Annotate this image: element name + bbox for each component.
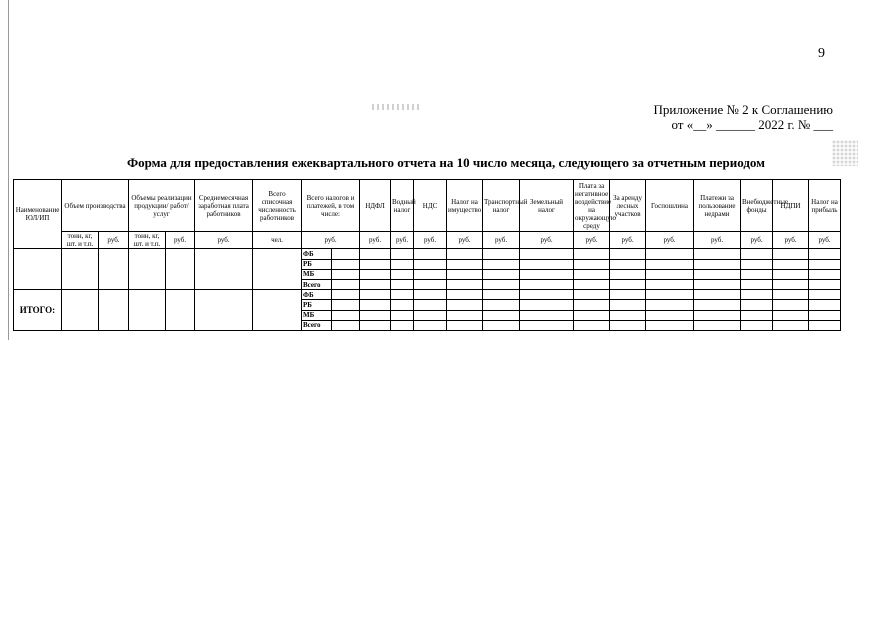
data-cell <box>332 300 360 310</box>
data-cell <box>129 249 166 290</box>
data-cell <box>414 279 447 289</box>
data-cell <box>483 249 520 259</box>
data-cell <box>773 279 809 289</box>
data-cell <box>391 290 414 300</box>
data-cell <box>360 279 391 289</box>
data-cell <box>332 259 360 269</box>
data-cell <box>360 249 391 259</box>
data-cell <box>741 300 773 310</box>
data-cell <box>447 259 483 269</box>
data-cell <box>332 310 360 320</box>
header-cell: Внебюджетные фонды <box>741 180 773 232</box>
data-cell <box>414 249 447 259</box>
data-cell <box>520 249 574 259</box>
level-label: МБ <box>302 269 332 279</box>
data-cell <box>773 300 809 310</box>
data-cell <box>520 290 574 300</box>
header-cell: Наименование ЮЛ/ИП <box>14 180 62 249</box>
data-cell <box>447 249 483 259</box>
scan-artifact <box>372 104 420 110</box>
header-cell: НДС <box>414 180 447 232</box>
data-cell <box>391 269 414 279</box>
data-cell <box>520 279 574 289</box>
data-cell <box>574 300 610 310</box>
data-cell <box>360 290 391 300</box>
data-cell <box>332 249 360 259</box>
data-cell <box>646 290 694 300</box>
header-cell: За аренду лесных участков <box>610 180 646 232</box>
header-cell: Госпошлина <box>646 180 694 232</box>
unit-cell: руб. <box>166 232 195 249</box>
data-cell <box>741 320 773 330</box>
data-cell <box>62 290 99 331</box>
page-number: 9 <box>818 46 825 61</box>
data-cell <box>610 290 646 300</box>
table-row <box>14 290 841 300</box>
unit-cell: чел. <box>253 232 302 249</box>
data-cell <box>391 310 414 320</box>
data-cell <box>391 300 414 310</box>
data-cell <box>99 249 129 290</box>
header-cell: Среднемесячная заработная плата работников <box>195 180 253 232</box>
data-cell <box>414 320 447 330</box>
data-cell <box>447 300 483 310</box>
data-cell <box>646 320 694 330</box>
header-cell: Объемы реализации продукции/ работ/ услуг <box>129 180 195 232</box>
data-cell <box>741 259 773 269</box>
data-cell <box>414 310 447 320</box>
header-cell: Всего налогов и платежей, в том числе: <box>302 180 360 232</box>
unit-cell: руб. <box>360 232 391 249</box>
header-cell: Объем производства <box>62 180 129 232</box>
data-cell <box>520 269 574 279</box>
unit-cell: руб. <box>447 232 483 249</box>
data-cell <box>483 300 520 310</box>
data-cell <box>391 320 414 330</box>
data-cell <box>447 310 483 320</box>
data-cell <box>741 269 773 279</box>
data-cell <box>773 320 809 330</box>
data-cell <box>166 290 195 331</box>
data-cell <box>360 320 391 330</box>
header-cell: Всего списочная численность работников <box>253 180 302 232</box>
data-cell <box>447 320 483 330</box>
report-form-table <box>13 179 841 331</box>
data-cell <box>574 310 610 320</box>
data-cell <box>809 300 841 310</box>
data-cell <box>574 279 610 289</box>
header-cell: Плата за негативное воздействие на окружающую среду <box>574 180 610 232</box>
unit-cell: руб. <box>99 232 129 249</box>
data-cell <box>646 300 694 310</box>
data-cell <box>483 269 520 279</box>
level-label: ФБ <box>302 290 332 300</box>
data-cell <box>574 249 610 259</box>
data-cell <box>520 320 574 330</box>
data-cell <box>773 259 809 269</box>
data-cell <box>483 320 520 330</box>
data-cell <box>809 249 841 259</box>
unit-cell: руб. <box>741 232 773 249</box>
unit-cell: руб. <box>646 232 694 249</box>
data-cell <box>809 269 841 279</box>
data-cell <box>809 259 841 269</box>
unit-cell: тонн, кг, шт. и т.п. <box>62 232 99 249</box>
data-cell <box>809 320 841 330</box>
total-label: ИТОГО: <box>14 290 62 331</box>
data-cell <box>694 279 741 289</box>
unit-cell: руб. <box>610 232 646 249</box>
data-cell <box>646 259 694 269</box>
data-cell <box>694 259 741 269</box>
data-cell <box>447 290 483 300</box>
data-cell <box>646 249 694 259</box>
data-cell <box>610 269 646 279</box>
data-cell <box>447 279 483 289</box>
data-cell <box>62 249 99 290</box>
data-cell <box>694 290 741 300</box>
data-cell <box>610 259 646 269</box>
level-label: РБ <box>302 259 332 269</box>
level-label: ФБ <box>302 249 332 259</box>
data-cell <box>741 290 773 300</box>
unit-cell: руб. <box>773 232 809 249</box>
level-label: Всего <box>302 279 332 289</box>
data-cell <box>391 249 414 259</box>
data-cell <box>809 290 841 300</box>
data-cell <box>646 310 694 320</box>
data-cell <box>391 279 414 289</box>
data-cell <box>332 279 360 289</box>
data-cell <box>332 269 360 279</box>
data-cell <box>809 279 841 289</box>
data-cell <box>253 290 302 331</box>
level-label: Всего <box>302 320 332 330</box>
unit-cell: руб. <box>391 232 414 249</box>
data-cell <box>414 259 447 269</box>
header-cell: Земельный налог <box>520 180 574 232</box>
data-cell <box>741 279 773 289</box>
appendix-block <box>620 102 833 132</box>
data-cell <box>253 249 302 290</box>
data-cell <box>574 269 610 279</box>
data-cell <box>646 279 694 289</box>
data-cell <box>694 300 741 310</box>
data-cell <box>773 249 809 259</box>
data-cell <box>360 269 391 279</box>
data-cell <box>694 249 741 259</box>
unit-cell: тонн, кг, шт. и т.п. <box>129 232 166 249</box>
header-cell: Транспортный налог <box>483 180 520 232</box>
data-cell <box>574 320 610 330</box>
header-cell: НДПИ <box>773 180 809 232</box>
appendix-line-2: от «__» ______ 2022 г. № ___ <box>671 117 833 132</box>
data-cell <box>741 310 773 320</box>
data-cell <box>332 290 360 300</box>
unit-cell: руб. <box>574 232 610 249</box>
level-label: РБ <box>302 300 332 310</box>
data-cell <box>483 259 520 269</box>
data-cell <box>447 269 483 279</box>
data-cell <box>195 290 253 331</box>
data-cell <box>610 279 646 289</box>
header-cell: Налог на имущество <box>447 180 483 232</box>
unit-cell: руб. <box>302 232 360 249</box>
data-cell <box>129 290 166 331</box>
header-cell: Налог на прибыль <box>809 180 841 232</box>
data-cell <box>574 290 610 300</box>
data-cell <box>360 300 391 310</box>
unit-cell: руб. <box>414 232 447 249</box>
unit-cell: руб. <box>520 232 574 249</box>
data-cell <box>520 310 574 320</box>
data-cell <box>414 300 447 310</box>
header-cell: НДФЛ <box>360 180 391 232</box>
data-cell <box>483 310 520 320</box>
data-cell <box>520 300 574 310</box>
data-cell <box>99 290 129 331</box>
data-cell <box>360 259 391 269</box>
data-cell <box>773 269 809 279</box>
data-cell <box>694 310 741 320</box>
data-cell <box>646 269 694 279</box>
data-cell <box>574 259 610 269</box>
header-cell: Водный налог <box>391 180 414 232</box>
data-cell <box>166 249 195 290</box>
data-cell <box>360 310 391 320</box>
document-title: Форма для предоставления ежеквартального отчета на 10 число месяца, следующего за отчетным периодом <box>126 155 766 170</box>
unit-cell: руб. <box>809 232 841 249</box>
header-cell: Платежи за пользование недрами <box>694 180 741 232</box>
table-row <box>14 249 841 259</box>
data-cell <box>391 259 414 269</box>
data-cell <box>741 249 773 259</box>
level-label: МБ <box>302 310 332 320</box>
data-cell <box>483 279 520 289</box>
units-row <box>14 232 841 249</box>
appendix-line-1: Приложение № 2 к Соглашению <box>653 102 833 117</box>
data-cell <box>610 249 646 259</box>
unit-cell: руб. <box>483 232 520 249</box>
data-cell <box>414 290 447 300</box>
unit-cell: руб. <box>195 232 253 249</box>
unit-cell: руб. <box>694 232 741 249</box>
data-cell <box>773 310 809 320</box>
data-cell <box>483 290 520 300</box>
data-cell <box>694 269 741 279</box>
data-cell <box>610 300 646 310</box>
data-cell <box>809 310 841 320</box>
data-cell <box>694 320 741 330</box>
data-cell <box>520 259 574 269</box>
data-cell <box>773 290 809 300</box>
data-cell <box>610 310 646 320</box>
data-cell <box>414 269 447 279</box>
entity-name-cell <box>14 249 62 290</box>
data-cell <box>332 320 360 330</box>
header-row <box>14 180 841 232</box>
data-cell <box>610 320 646 330</box>
data-cell <box>195 249 253 290</box>
